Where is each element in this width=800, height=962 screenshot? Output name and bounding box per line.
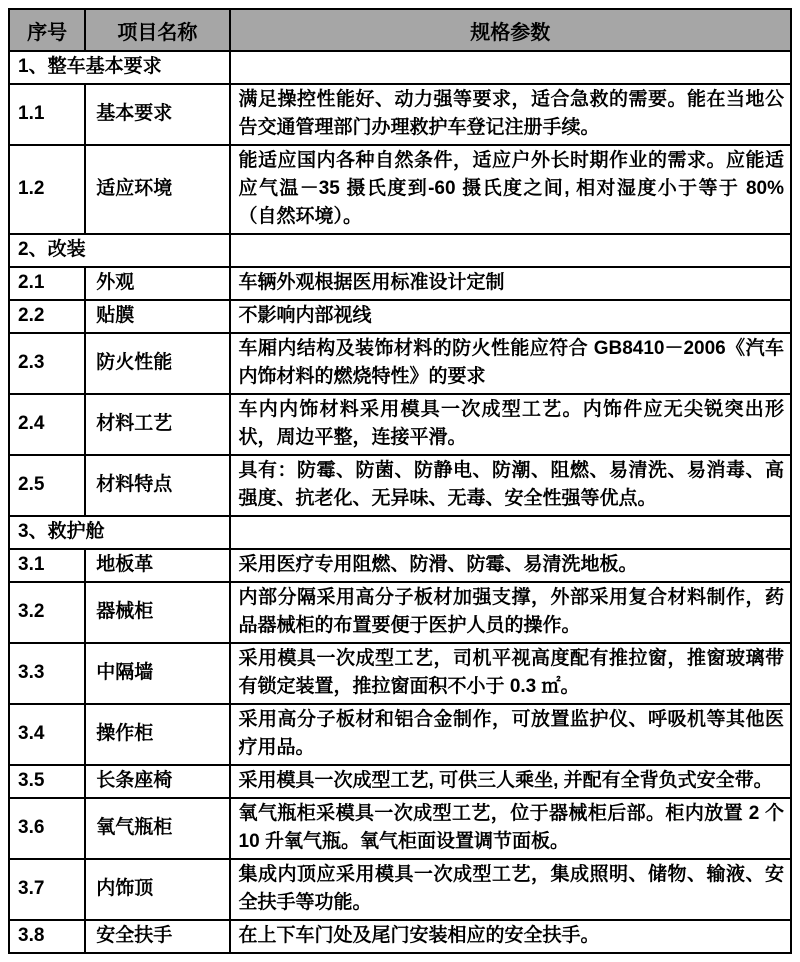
row-name: 材料工艺	[85, 394, 229, 455]
section-row	[9, 234, 791, 267]
row-no: 2.4	[9, 394, 85, 455]
row-name: 中隔墙	[85, 643, 229, 704]
row-no: 3.3	[9, 643, 85, 704]
table-row	[9, 333, 791, 394]
table-row	[9, 704, 791, 765]
section-spec-empty	[230, 234, 791, 267]
row-spec: 具有：防霉、防菌、防静电、防潮、阻燃、易清洗、易消毒、高强度、抗老化、无异味、无毒、安全性强等优点。	[230, 455, 791, 516]
row-no: 3.5	[9, 765, 85, 798]
row-name: 材料特点	[85, 455, 229, 516]
row-no: 3.4	[9, 704, 85, 765]
section-row	[9, 51, 791, 84]
column-header-no: 序号	[9, 9, 85, 51]
row-spec: 采用模具一次成型工艺, 可供三人乘坐, 并配有全背负式安全带。	[230, 765, 791, 798]
row-no: 2.3	[9, 333, 85, 394]
row-no: 2.2	[9, 300, 85, 333]
row-name: 外观	[85, 267, 229, 300]
row-no: 2.1	[9, 267, 85, 300]
row-name: 氧气瓶柜	[85, 798, 229, 859]
table-row	[9, 765, 791, 798]
row-spec: 满足操控性能好、动力强等要求，适合急救的需要。能在当地公告交通管理部门办理救护车登记注册手续。	[230, 84, 791, 145]
column-header-spec: 规格参数	[230, 9, 791, 51]
row-name: 长条座椅	[85, 765, 229, 798]
row-name: 地板革	[85, 549, 229, 582]
table-row	[9, 920, 791, 953]
section-label: 1、整车基本要求	[9, 51, 230, 84]
table-row	[9, 643, 791, 704]
row-name: 基本要求	[85, 84, 229, 145]
row-no: 3.8	[9, 920, 85, 953]
table-row	[9, 267, 791, 300]
table-row	[9, 300, 791, 333]
row-no: 3.1	[9, 549, 85, 582]
row-spec: 采用高分子板材和铝合金制作，可放置监护仪、呼吸机等其他医疗用品。	[230, 704, 791, 765]
row-no: 1.2	[9, 145, 85, 234]
row-no: 3.6	[9, 798, 85, 859]
row-spec: 车内内饰材料采用模具一次成型工艺。内饰件应无尖锐突出形状，周边平整，连接平滑。	[230, 394, 791, 455]
row-spec: 氧气瓶柜采模具一次成型工艺，位于器械柜后部。柜内放置 2 个 10 升氧气瓶。氧气柜面设置调节面板。	[230, 798, 791, 859]
row-spec: 采用模具一次成型工艺，司机平视高度配有推拉窗，推窗玻璃带有锁定装置，推拉窗面积不小于 0.3 ㎡。	[230, 643, 791, 704]
section-spec-empty	[230, 51, 791, 84]
table-row	[9, 394, 791, 455]
row-name: 适应环境	[85, 145, 229, 234]
row-spec: 集成内顶应采用模具一次成型工艺，集成照明、储物、输液、安全扶手等功能。	[230, 859, 791, 920]
table-row	[9, 859, 791, 920]
row-no: 3.2	[9, 582, 85, 643]
row-spec: 内部分隔采用高分子板材加强支撑，外部采用复合材料制作，药品器械柜的布置要便于医护人员的操作。	[230, 582, 791, 643]
section-spec-empty	[230, 516, 791, 549]
section-row	[9, 516, 791, 549]
row-spec: 在上下车门处及尾门安装相应的安全扶手。	[230, 920, 791, 953]
row-name: 安全扶手	[85, 920, 229, 953]
row-no: 1.1	[9, 84, 85, 145]
spec-table	[8, 8, 792, 954]
table-row	[9, 798, 791, 859]
row-no: 2.5	[9, 455, 85, 516]
row-spec: 车辆外观根据医用标准设计定制	[230, 267, 791, 300]
row-spec: 不影响内部视线	[230, 300, 791, 333]
section-label: 2、改装	[9, 234, 230, 267]
table-row	[9, 455, 791, 516]
row-name: 器械柜	[85, 582, 229, 643]
row-name: 贴膜	[85, 300, 229, 333]
row-name: 内饰顶	[85, 859, 229, 920]
row-spec: 能适应国内各种自然条件，适应户外长时期作业的需求。应能适应气温－35 摄氏度到-60 摄氏度之间, 相对湿度小于等于 80%（自然环境）。	[230, 145, 791, 234]
section-label: 3、救护舱	[9, 516, 230, 549]
row-spec: 车厢内结构及装饰材料的防火性能应符合 GB8410－2006《汽车内饰材料的燃烧特性》的要求	[230, 333, 791, 394]
table-row	[9, 84, 791, 145]
row-no: 3.7	[9, 859, 85, 920]
table-header-row	[9, 9, 791, 51]
table-row	[9, 145, 791, 234]
row-spec: 采用医疗专用阻燃、防滑、防霉、易清洗地板。	[230, 549, 791, 582]
column-header-name: 项目名称	[85, 9, 229, 51]
row-name: 防火性能	[85, 333, 229, 394]
row-name: 操作柜	[85, 704, 229, 765]
table-row	[9, 582, 791, 643]
table-row	[9, 549, 791, 582]
